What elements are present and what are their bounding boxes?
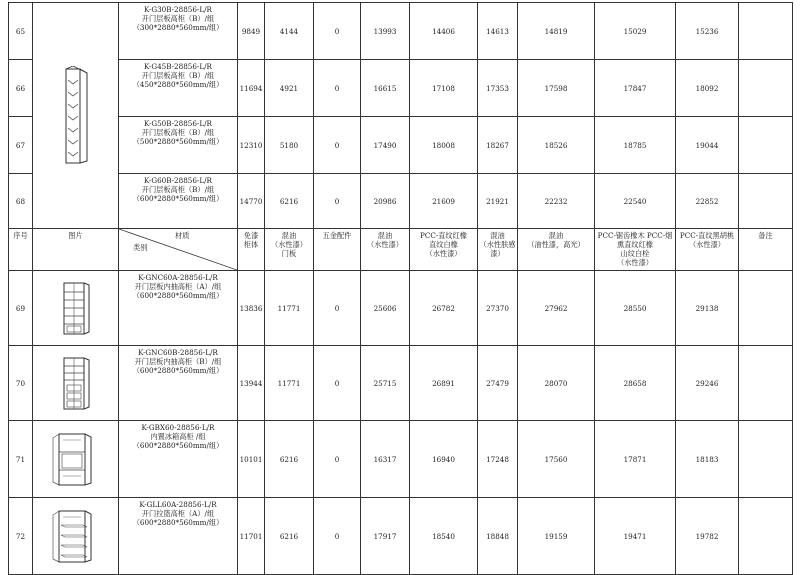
row-number: 72 — [9, 498, 33, 575]
price-cell: 18526 — [518, 117, 595, 174]
table-row — [9, 60, 793, 117]
price-cell: 0 — [314, 3, 361, 60]
price-cell: 20986 — [361, 174, 410, 229]
price-cell: 29138 — [676, 271, 739, 346]
price-cell: 0 — [314, 271, 361, 346]
price-cell: 17598 — [518, 60, 595, 117]
product-name: K-G50B-28856-L/R 开门层板高柜（B）/组 （500*2880*560mm/组） — [119, 117, 238, 174]
price-cell: 19471 — [595, 498, 676, 575]
price-cell: 19782 — [676, 498, 739, 575]
price-cell: 27479 — [478, 346, 518, 421]
price-cell: 22232 — [518, 174, 595, 229]
header-col-5: PCC-直纹红橡 直纹白橡 （水性漆） — [410, 229, 478, 271]
header-col-8: PCC-锯齿橡木 PCC-烟 熏直纹红橡 山纹白栓 （水性漆） — [595, 229, 676, 271]
product-picture — [33, 498, 119, 575]
row-number: 65 — [9, 3, 33, 60]
price-cell: 17847 — [595, 60, 676, 117]
row-number: 68 — [9, 174, 33, 229]
price-cell: 16940 — [410, 421, 478, 498]
header-remark: 备注 — [739, 229, 793, 271]
price-cell: 0 — [314, 117, 361, 174]
row-number: 70 — [9, 346, 33, 421]
table-row — [9, 421, 793, 498]
price-cell: 17560 — [518, 421, 595, 498]
price-cell: 11771 — [265, 271, 314, 346]
price-cell: 0 — [314, 60, 361, 117]
header-category: 类别 — [133, 243, 148, 252]
product-name: K-G45B-28856-L/R 开门层板高柜（B）/组 （450*2880*560mm/组） — [119, 60, 238, 117]
price-cell: 18785 — [595, 117, 676, 174]
price-cell: 9849 — [238, 3, 265, 60]
remark-cell — [739, 271, 793, 346]
price-cell: 10101 — [238, 421, 265, 498]
price-cell: 5180 — [265, 117, 314, 174]
price-cell: 0 — [314, 498, 361, 575]
header-col-7: 混油 （油性漆，高光） — [518, 229, 595, 271]
header-material: 材质 — [175, 231, 190, 240]
price-cell: 22540 — [595, 174, 676, 229]
table-row — [9, 498, 793, 575]
header-col-9: PCC-直纹黑胡桃 （水性漆） — [676, 229, 739, 271]
price-cell: 17108 — [410, 60, 478, 117]
price-cell: 15236 — [676, 3, 739, 60]
product-picture — [33, 3, 119, 229]
price-cell: 18540 — [410, 498, 478, 575]
header-material-category — [119, 229, 238, 271]
row-number: 67 — [9, 117, 33, 174]
tall-cabinet-inner-drawers-icon — [56, 280, 96, 336]
product-name: K-G30B-28856-L/R 开门层板高柜（B）/组 （300*2880*560mm/组） — [119, 3, 238, 60]
remark-cell — [739, 174, 793, 229]
product-name: K-G60B-28856-L/R 开门层板高柜（B）/组 （600*2880*560mm/组） — [119, 174, 238, 229]
price-cell: 17871 — [595, 421, 676, 498]
price-cell: 17917 — [361, 498, 410, 575]
price-cell: 4921 — [265, 60, 314, 117]
price-cell: 19044 — [676, 117, 739, 174]
price-cell: 26782 — [410, 271, 478, 346]
price-cell: 19159 — [518, 498, 595, 575]
header-col-4: 混油 （水性漆） — [361, 229, 410, 271]
price-cell: 18183 — [676, 421, 739, 498]
price-cell: 21609 — [410, 174, 478, 229]
price-cell: 14770 — [238, 174, 265, 229]
remark-cell — [739, 498, 793, 575]
price-cell: 14613 — [478, 3, 518, 60]
price-cell: 25606 — [361, 271, 410, 346]
product-picture — [33, 346, 119, 421]
header-col-2: 混油 （水性漆） 门板 — [265, 229, 314, 271]
header-col-6: 混油 （水性肤感 漆） — [478, 229, 518, 271]
product-name: K-GBX60-28856-L/R 内置冰箱高柜 /组 （600*2880*560mm/组） — [119, 421, 238, 498]
price-cell: 18848 — [478, 498, 518, 575]
price-cell: 22852 — [676, 174, 739, 229]
price-cell: 15029 — [595, 3, 676, 60]
price-cell: 17353 — [478, 60, 518, 117]
product-picture — [33, 421, 119, 498]
header-picture: 图片 — [33, 229, 119, 271]
tall-open-shelf-cabinet-icon — [61, 66, 91, 166]
price-cell: 13836 — [238, 271, 265, 346]
row-number: 71 — [9, 421, 33, 498]
price-cell: 28070 — [518, 346, 595, 421]
price-cell: 18267 — [478, 117, 518, 174]
header-col-1: 免漆 柜体 — [238, 229, 265, 271]
table-row — [9, 271, 793, 346]
price-cell: 0 — [314, 174, 361, 229]
price-cell: 6216 — [265, 174, 314, 229]
table-row — [9, 174, 793, 229]
table-row — [9, 346, 793, 421]
product-name: K-GLL60A-28856-L/R 开门拉篮高柜（A）/组 （600*2880*560mm/组） — [119, 498, 238, 575]
remark-cell — [739, 346, 793, 421]
price-cell: 28550 — [595, 271, 676, 346]
price-table — [8, 2, 793, 575]
price-cell: 17248 — [478, 421, 518, 498]
row-number: 66 — [9, 60, 33, 117]
product-name: K-GNC60B-28856-L/R 开门层板内抽高柜（B）/组 （600*2880*560mm/组） — [119, 346, 238, 421]
price-cell: 21921 — [478, 174, 518, 229]
product-name: K-GNC60A-28856-L/R 开门层板内抽高柜（A）/组 （600*2880*560mm/组） — [119, 271, 238, 346]
price-cell: 13993 — [361, 3, 410, 60]
table-row — [9, 3, 793, 60]
built-in-fridge-cabinet-icon — [51, 430, 101, 488]
price-cell: 25715 — [361, 346, 410, 421]
price-cell: 27370 — [478, 271, 518, 346]
price-cell: 18092 — [676, 60, 739, 117]
price-cell: 28658 — [595, 346, 676, 421]
price-cell: 14819 — [518, 3, 595, 60]
product-picture — [33, 271, 119, 346]
price-cell: 18008 — [410, 117, 478, 174]
price-cell: 11701 — [238, 498, 265, 575]
remark-cell — [739, 421, 793, 498]
price-cell: 6216 — [265, 421, 314, 498]
header-row — [9, 229, 793, 271]
remark-cell — [739, 60, 793, 117]
row-number: 69 — [9, 271, 33, 346]
price-cell: 26891 — [410, 346, 478, 421]
price-cell: 6216 — [265, 498, 314, 575]
price-cell: 14406 — [410, 3, 478, 60]
header-number: 序号 — [9, 229, 33, 271]
price-cell: 0 — [314, 346, 361, 421]
price-cell: 16615 — [361, 60, 410, 117]
pull-basket-tall-cabinet-icon — [51, 507, 101, 565]
remark-cell — [739, 117, 793, 174]
price-cell: 0 — [314, 421, 361, 498]
table-row — [9, 117, 793, 174]
price-cell: 11694 — [238, 60, 265, 117]
header-col-3: 五金配件 — [314, 229, 361, 271]
price-cell: 4144 — [265, 3, 314, 60]
remark-cell — [739, 3, 793, 60]
price-cell: 29246 — [676, 346, 739, 421]
tall-cabinet-inner-drawers-icon — [56, 355, 96, 411]
price-cell: 17490 — [361, 117, 410, 174]
price-cell: 13944 — [238, 346, 265, 421]
price-cell: 16317 — [361, 421, 410, 498]
price-cell: 12310 — [238, 117, 265, 174]
price-cell: 27962 — [518, 271, 595, 346]
price-cell: 11771 — [265, 346, 314, 421]
